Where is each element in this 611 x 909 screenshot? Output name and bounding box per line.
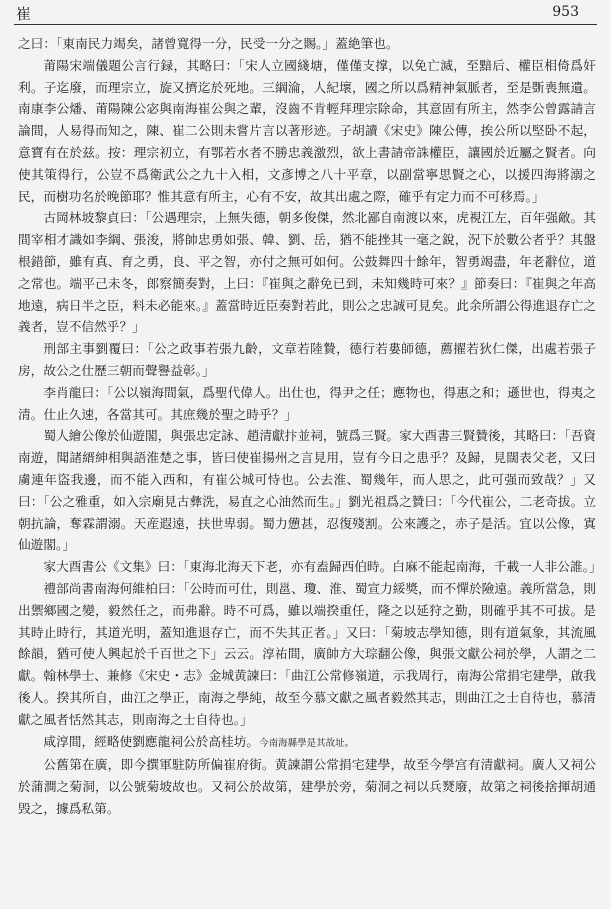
paragraph-9-note: 今南海縣學是其故址。 xyxy=(259,737,355,749)
running-header xyxy=(0,0,611,24)
paragraph-8 xyxy=(18,578,596,731)
paragraph-1-text: 之曰：「東南民力竭矣，諸曾寬得一分，民受一分之賜。」蓋絶筆也。 xyxy=(18,36,399,51)
page-number: 953 xyxy=(552,4,579,20)
paragraph-8-text: 禮部尚書南海何維柏曰：「公時而可仕，則邕、瓊、淮、蜀宣力綏獎，而不憚於險遠。義所當急，則出禦鄉國之變，毅然任之，而弗辭。時不可爲，雖以端揆重任，隆之以延狩之勤，則確乎其不可拔。是其時止時行，其道光明，蓋知進退存亡，而不失其正者。」又曰：「菊坡志學知德，則有道氣象，其流風餘韻，猶可使人興起於千百世之下」云云。淳祐間，廣帥方大琮翻公像，與張文獻公祠於學，人謂之二獻。翰林學士、兼修《宋史・志》金城黄諫曰：「曲江公常修嶺道，示我周行，南海公常捐宅建學，啟我後人。揆其所自，曲江之學正，南海之學純，故至今慕文獻之風者毅然其志，則曲江之士自待也，慕清獻之風者恬然其志，則南海之士自待也。」 xyxy=(18,580,596,727)
header-title: 崔 xyxy=(16,5,32,23)
paragraph-3-text: 古岡林坡黎貞曰：「公遇理宗，上無失德，朝多俊傑，然北鄙自南渡以來，虎視江左，百年强敵。其間宰相才識如李綱、張浚，將帥忠勇如張、韓、劉、岳，猶不能挫其一毫之銳，況下於數公者乎？其盤根錯節，雖有真、育之勇，良、平之智，亦付之無可如何。公鼓舞四十餘年，智勇竭盡，年老辭位，道之常也。端平己未冬，郎察簡奏對，上曰：『崔與之辭免已到，未知幾時可來？』節奏曰：『崔與之年高地遠，病日半之臣，料未必能來。』蓋當時近臣奏對若此，則公之忠誠可見矣。此余所謂公得進退存亡之義者，豈不信然乎？」 xyxy=(18,210,596,335)
body-text xyxy=(18,33,602,820)
paragraph-7-text: 家大酉書公《文集》曰：「東海北海天下老，亦有盍歸西伯時。白麻不能起南海，千載一人非公誰。」 xyxy=(43,559,602,575)
paragraph-2-text: 莆陽宋端儀題公言行録，其略曰：「宋人立國綫塘，僅僅支撑，以免亡滅，至黯后、權臣相倚爲奸利。子迄廢，而理宗立，旋又擠迄於死地。三綱淪，人紀壞，國之所以爲精神氣脈者，至是斲喪無遺。南康李公燔、莆陽陳公宓與南海崔公與之輩，沒齒不肯輕拜理宗除命，其意固有所主，然李公曾露請言論間，人易得而知之，陳、崔二公則未嘗片言以著形迹。子胡讀《宋史》陳公傳，挨公所以堅卧不起，意寶有在於兹。按：理宗初立，有鄂若水者不勝忠義激烈，欲上書請帝誅權臣，讓國於近屬之賢者。向使其策得行，公豈不爲衛武公之九十入相，文彥博之八十平章，以副當寧思賢之心，以援四海將溺之民，而樹功名於晚節耶？惟其意有所主，心有不安，故其出處之際，確乎有定力而不可移焉。」 xyxy=(18,57,596,204)
paragraph-9 xyxy=(18,731,596,755)
paragraph-3 xyxy=(18,207,596,338)
paragraph-5-text: 李肖龍曰：「公以嶺海間氣，爲聖代偉人。出仕也，得尹之任；應物也，得惠之和；遜世也，得夷之清。仕止久速，各當其可。其庶幾於聖之時乎？」 xyxy=(18,384,596,422)
paragraph-1 xyxy=(18,33,596,55)
paragraph-10 xyxy=(18,754,596,819)
paragraph-6-text: 蜀人繪公像於仙遊閣，與張忠定詠、趙清獻抃並祠，號爲三賢。家大酉書三賢贊後，其略曰：「吾資南遊，聞諸縉紳相與語淮楚之事，皆曰使崔揚州之言見用，豈有今日之患乎？及歸，見闊表父老，又曰虜連年盜我邊，而不能入西和，有崔公城可恃也。公去淮、蜀幾年，而人思之，此可强而致哉？」又曰：「公之雅重，如入宗廟見古彝洗，易直之心油然而生。」劉光祖爲之贊曰：「今代崔公，二老奇拔。立朝抗論，奪霖謂溺。天産遐遠，扶世卑弱。蜀力憊甚，忍復殘割。公來護之，赤子是活。宜以公像，寘仙遊閣。」 xyxy=(18,428,596,553)
paragraph-4-text: 刑部主事劉覆曰：「公之政事若張九齡，文章若陸贄，德行若婁師德，薦擢若狄仁傑，出處若張子房，故公之仕歷三朝而聲譽益彰。」 xyxy=(18,341,596,378)
paragraph-10-text: 公舊第在廣，即今撰軍駐防所偏崔府街。黄諫謂公常捐宅建學，故至今學宫有清獻祠。廣人又祠公於蒲澗之菊洞，以公號菊坡故也。又祠公於故第，建學於旁，菊洞之祠以兵燹廢，故第之祠後捨揮胡通毁之，據爲私第。 xyxy=(18,757,596,816)
paragraph-4 xyxy=(18,338,596,382)
paragraph-9-text: 咸淳間，經略使劉應龍祠公於高桂坊。 xyxy=(43,733,260,749)
paragraph-2 xyxy=(18,55,596,208)
paragraph-7 xyxy=(18,556,602,578)
paragraph-5 xyxy=(18,382,596,426)
header-rule xyxy=(14,24,597,25)
paragraph-6 xyxy=(18,425,596,556)
